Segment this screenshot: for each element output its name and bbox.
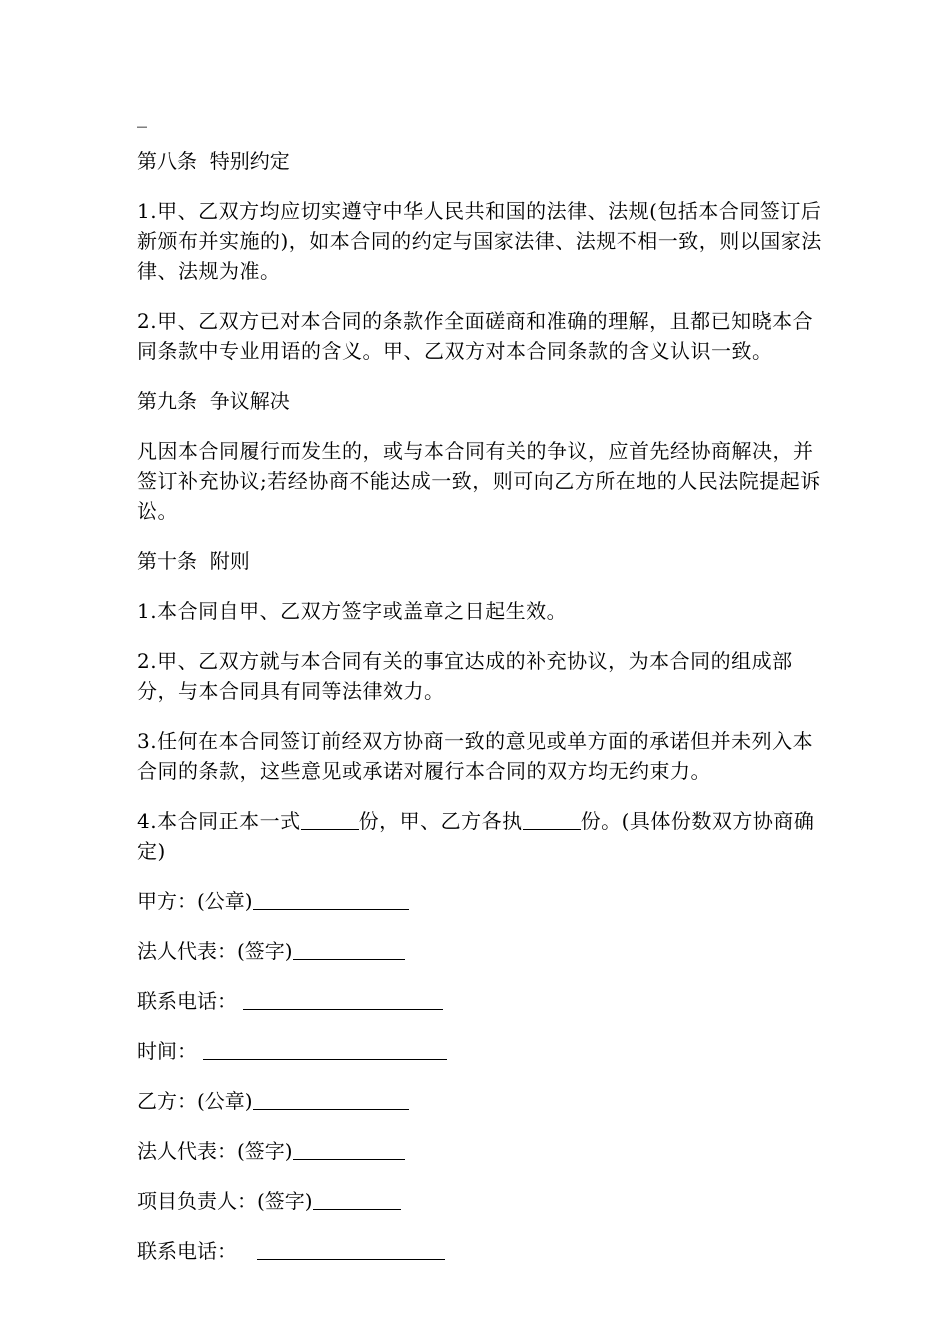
time-line[interactable] (203, 1039, 447, 1060)
copies-total-blank[interactable] (301, 809, 359, 830)
signature-phone-a (137, 986, 827, 1016)
party-a-line[interactable] (253, 889, 409, 910)
party-a-label: 甲方：(公章) (137, 889, 253, 913)
clause-4-text-b: 份，甲、乙方各执 (358, 809, 523, 833)
document-body (137, 146, 827, 1286)
copies-each-blank[interactable] (523, 809, 581, 830)
phone-b-line[interactable] (257, 1239, 445, 1260)
signature-party-b (137, 1086, 827, 1116)
project-lead-label: 项目负责人：(签字) (137, 1189, 313, 1213)
party-b-label: 乙方：(公章) (137, 1089, 253, 1113)
legal-rep-a-label: 法人代表：(签字) (137, 939, 293, 963)
phone-a-label: 联系电话： (137, 989, 237, 1013)
party-b-line[interactable] (253, 1089, 409, 1110)
article-8-clause-1: 1.甲、乙双方均应切实遵守中华人民共和国的法律、法规(包括本合同签订后新颁布并实施的)，如本合同的约定与国家法律、法规不相一致，则以国家法律、法规为准。 (137, 199, 822, 283)
article-10-heading: 第十条 附则 (137, 549, 250, 573)
signature-party-a (137, 886, 827, 916)
article-9-heading: 第九条 争议解决 (137, 389, 290, 413)
time-label: 时间： (137, 1039, 197, 1063)
article-10-clause-3: 3.任何在本合同签订前经双方协商一致的意见或单方面的承诺但并未列入本合同的条款，这些意见或承诺对履行本合同的双方均无约束力。 (137, 729, 814, 783)
phone-b-label: 联系电话： (137, 1239, 237, 1263)
signature-legal-rep-a (137, 936, 827, 966)
phone-a-line[interactable] (243, 989, 443, 1010)
legal-rep-a-line[interactable] (293, 939, 405, 960)
article-8-clause-2: 2.甲、乙双方已对本合同的条款作全面磋商和准确的理解，且都已知晓本合同条款中专业用语的含义。甲、乙双方对本合同条款的含义认识一致。 (137, 309, 814, 363)
top-mark: _ (137, 104, 147, 128)
clause-4-text-c: 份。(具体份数双方协商确定) (137, 809, 815, 863)
signature-time (137, 1036, 827, 1066)
legal-rep-b-line[interactable] (293, 1139, 405, 1160)
clause-4-text-a: 4.本合同正本一式 (137, 809, 301, 833)
signature-phone-b (137, 1236, 827, 1266)
signature-legal-rep-b (137, 1136, 827, 1166)
article-8-heading: 第八条 特别约定 (137, 149, 290, 173)
legal-rep-b-label: 法人代表：(签字) (137, 1139, 293, 1163)
article-10-clause-1: 1.本合同自甲、乙双方签字或盖章之日起生效。 (137, 599, 568, 623)
article-10-clause-2: 2.甲、乙双方就与本合同有关的事宜达成的补充协议，为本合同的组成部分，与本合同具有同等法律效力。 (137, 649, 793, 703)
article-9-clause: 凡因本合同履行而发生的，或与本合同有关的争议，应首先经协商解决，并签订补充协议;若经协商不能达成一致，则可向乙方所在地的人民法院提起诉讼。 (137, 439, 821, 523)
project-lead-line[interactable] (313, 1189, 401, 1210)
signature-project-lead (137, 1186, 827, 1216)
article-10-clause-4 (137, 806, 827, 866)
